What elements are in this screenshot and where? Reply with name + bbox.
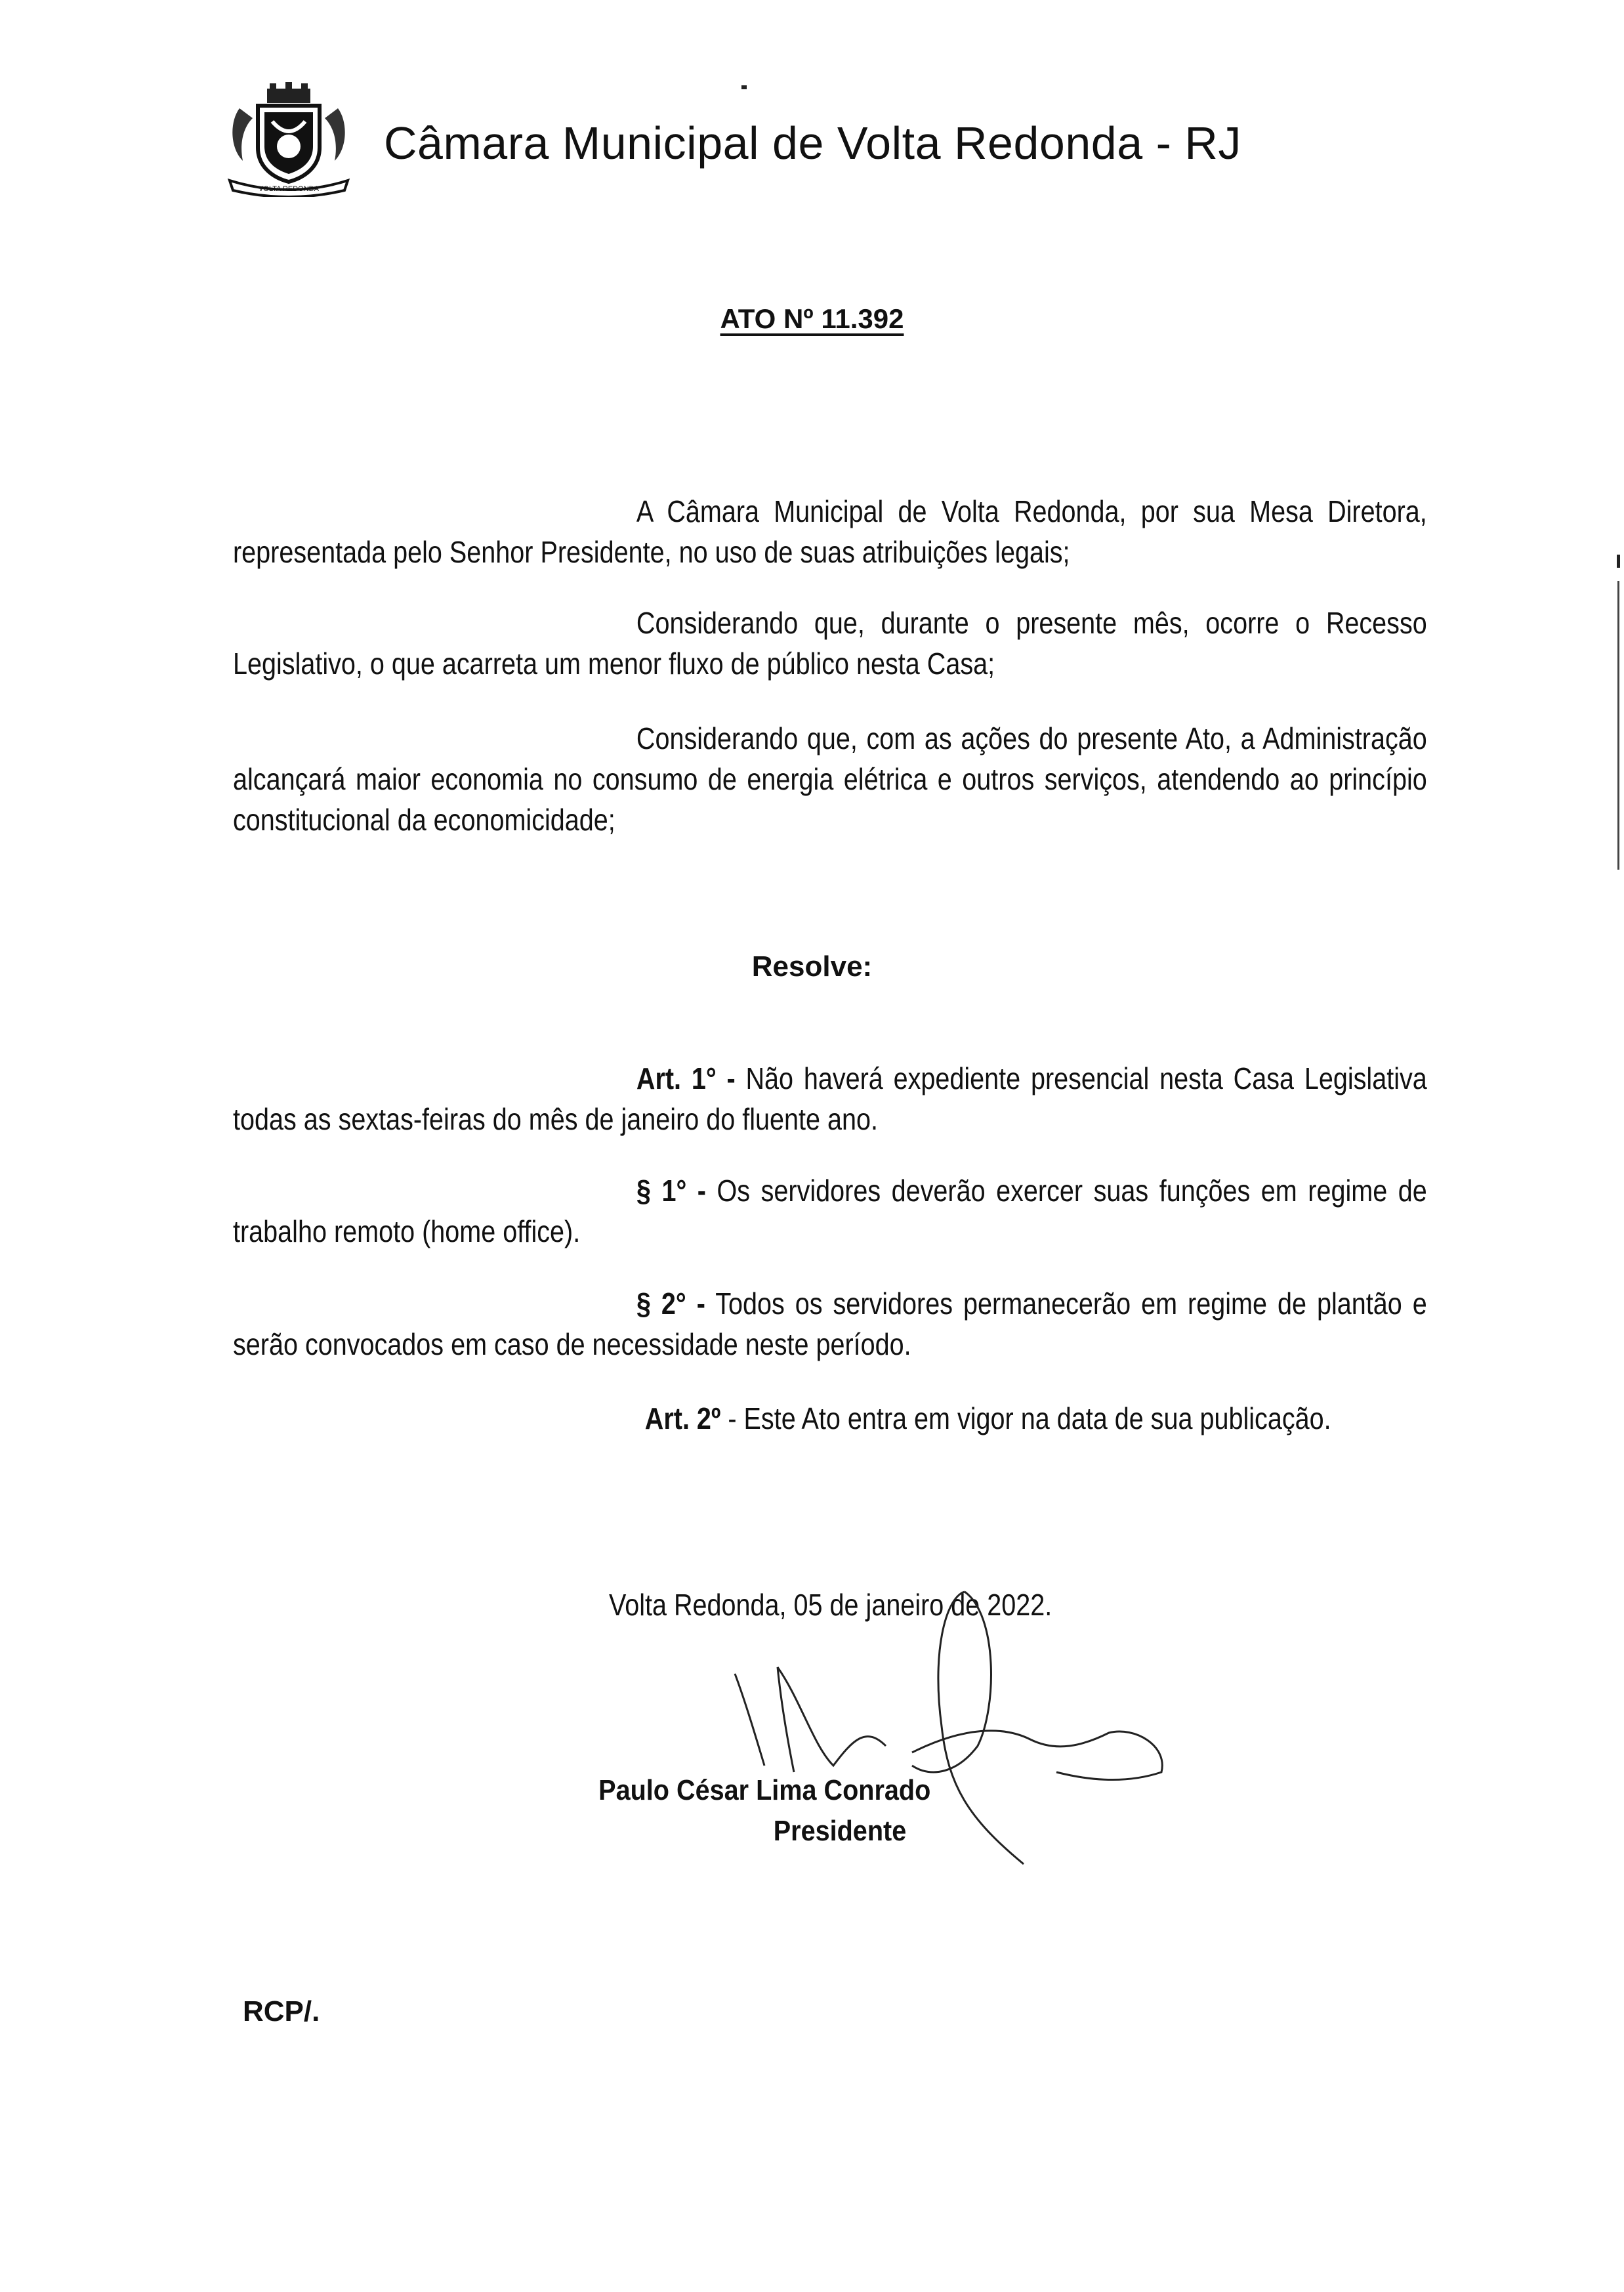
act-title [0, 303, 1624, 335]
crest-svg [226, 82, 351, 197]
paragraph-1 [233, 1170, 1427, 1252]
article-1-label: Art. 1° - [636, 1061, 736, 1095]
preamble-paragraph [233, 491, 1427, 572]
signer-role: Presidente [773, 1815, 907, 1847]
scan-mark [1617, 581, 1619, 870]
paragraph-2-label: § 2° - [636, 1286, 705, 1321]
considering-paragraph-1 [233, 603, 1427, 684]
paragraph-text: Considerando que, com as ações do presente Ato, a Administração alcançará maior economia no consumo de energia elétrica e outros serviços, atendendo ao princípio constitucional da economicidade; [233, 721, 1427, 837]
considering-paragraph-2 [233, 718, 1427, 840]
signer-name: Paulo César Lima Conrado [598, 1774, 931, 1806]
paragraph-2 [233, 1283, 1427, 1365]
paragraph-2-text: Todos os servidores permanecerão em regime de plantão e serão convocados em caso de necessidade neste período. [233, 1286, 1427, 1361]
act-title-text: ATO Nº 11.392 [720, 303, 904, 334]
article-1 [233, 1058, 1427, 1139]
scan-mark [741, 85, 747, 89]
scan-mark [1617, 555, 1620, 568]
place-and-date: Volta Redonda, 05 de janeiro de 2022. [609, 1588, 1052, 1622]
typist-initials: RCP/. [243, 1995, 320, 2027]
article-2-text: - Este Ato entra em vigor na data de sua publicação. [728, 1401, 1331, 1435]
article-2-label: Art. 2º [644, 1401, 721, 1435]
paragraph-1-label: § 1° - [636, 1174, 706, 1208]
paragraph-1-text: Os servidores deverão exercer suas funções em regime de trabalho remoto (home office). [233, 1174, 1427, 1248]
paragraph-text: Considerando que, durante o presente mês, ocorre o Recesso Legislativo, o que acarreta um menor fluxo de público nesta Casa; [233, 606, 1427, 681]
article-2 [233, 1398, 1427, 1439]
paragraph-text: A Câmara Municipal de Volta Redonda, por sua Mesa Diretora, representada pelo Senhor Presidente, no uso de suas atribuições legais; [233, 494, 1427, 569]
coat-of-arms-icon [226, 82, 351, 197]
organization-title: Câmara Municipal de Volta Redonda - RJ [384, 117, 1241, 169]
resolve-heading: Resolve: [751, 950, 873, 983]
article-1-text: Não haverá expediente presencial nesta Casa Legislativa todas as sextas-feiras do mês de janeiro do fluente ano. [233, 1061, 1427, 1136]
crest-motto: VOLTA REDONDA [259, 185, 319, 193]
